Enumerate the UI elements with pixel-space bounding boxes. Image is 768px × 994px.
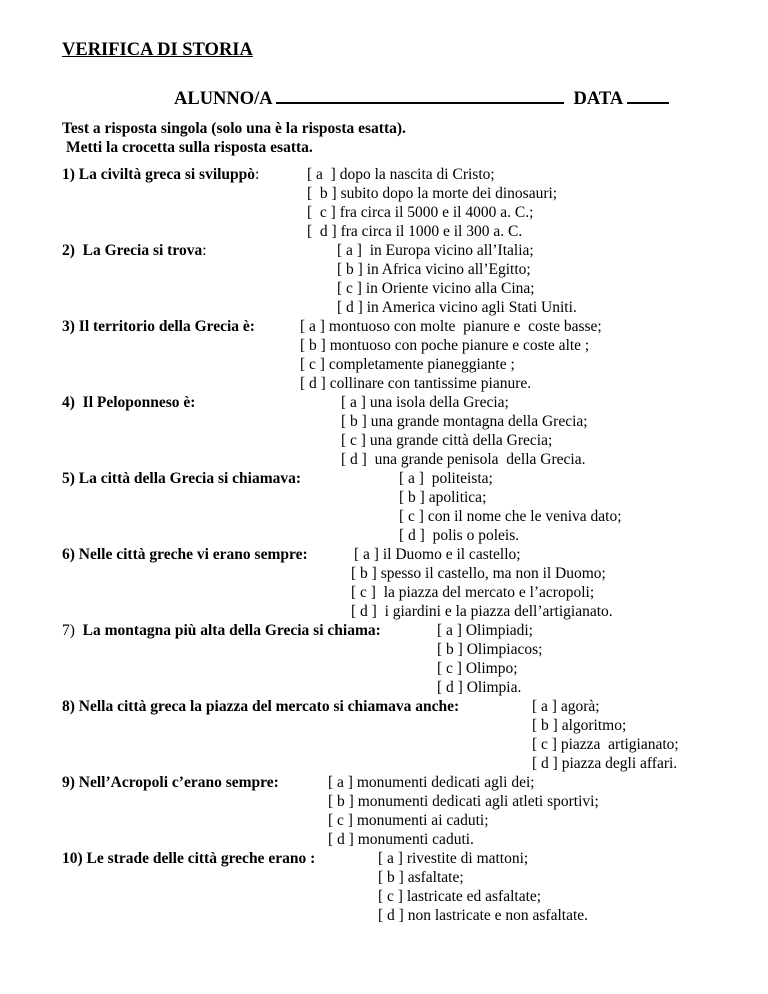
question-6 — [62, 545, 308, 564]
q8-option-c[interactable]: [ c ] piazza artigianato; — [532, 736, 679, 753]
q1-option-d[interactable]: [ d ] fra circa il 1000 e il 300 a. C. — [307, 223, 523, 240]
q3-option-d[interactable]: [ d ] collinare con tantissime pianure. — [300, 375, 532, 392]
question-10 — [62, 849, 315, 868]
question-4 — [62, 393, 195, 412]
q9-option-d[interactable]: [ d ] monumenti caduti. — [328, 831, 474, 848]
question-8-text: 8) Nella città greca la piazza del mercato si chiamava anche: — [62, 698, 460, 715]
question-7: 7) La montagna più alta della Grecia si chiama: — [62, 622, 381, 639]
question-5 — [62, 469, 301, 488]
q2-option-a[interactable]: [ a ] in Europa vicino all’Italia; — [337, 242, 534, 259]
question-5-text: 5) La città della Grecia si chiamava: — [62, 470, 302, 487]
q7-option-b[interactable]: [ b ] Olimpiacos; — [437, 641, 543, 658]
q10-option-b[interactable]: [ b ] asfaltate; — [378, 869, 464, 886]
q3-option-a[interactable]: [ a ] montuoso con molte pianure e coste basse; — [300, 318, 602, 335]
student-label: ALUNNO/A — [174, 89, 272, 109]
q5-option-d[interactable]: [ d ] polis o poleis. — [399, 527, 520, 544]
q9-option-b[interactable]: [ b ] monumenti dedicati agli atleti sportivi; — [328, 793, 599, 810]
question-7-text: La montagna più alta della Grecia si chiama: — [82, 622, 381, 639]
q9-option-c[interactable]: [ c ] monumenti ai caduti; — [328, 812, 489, 829]
q10-option-c[interactable]: [ c ] lastricate ed asfaltate; — [378, 888, 542, 905]
question-6-text: 6) Nelle città greche vi erano sempre: — [62, 546, 308, 563]
question-1: 1) La civiltà greca si sviluppò: — [62, 166, 260, 183]
student-name-blank[interactable] — [276, 86, 564, 104]
question-10-text: 10) Le strade delle città greche erano : — [62, 850, 316, 867]
date-blank[interactable] — [627, 86, 669, 104]
date-label: DATA — [573, 89, 623, 109]
q2-option-d[interactable]: [ d ] in America vicino agli Stati Uniti. — [337, 299, 577, 316]
q6-option-a[interactable]: [ a ] il Duomo e il castello; — [354, 546, 521, 563]
q8-option-d[interactable]: [ d ] piazza degli affari. — [532, 755, 678, 772]
student-date-line — [174, 86, 669, 110]
question-8 — [62, 697, 459, 716]
q1-option-c[interactable]: [ c ] fra circa il 5000 e il 4000 a. C.; — [307, 204, 534, 221]
q9-option-a[interactable]: [ a ] monumenti dedicati agli dei; — [328, 774, 535, 791]
q6-option-d[interactable]: [ d ] i giardini e la piazza dell’artigianato. — [351, 603, 613, 620]
q1-option-b[interactable]: [ b ] subito dopo la morte dei dinosauri; — [307, 185, 558, 202]
q5-option-a[interactable]: [ a ] politeista; — [399, 470, 493, 487]
q7-option-a[interactable]: [ a ] Olimpiadi; — [437, 622, 533, 639]
q3-option-b[interactable]: [ b ] montuoso con poche pianure e coste alte ; — [300, 337, 590, 354]
q4-option-b[interactable]: [ b ] una grande montagna della Grecia; — [341, 413, 588, 430]
question-2-text: 2) La Grecia si trova — [62, 242, 203, 259]
instruction-line-2: Metti la crocetta sulla risposta esatta. — [66, 139, 313, 156]
question-9-text: 9) Nell’Acropoli c’erano sempre: — [62, 774, 279, 791]
q7-option-d[interactable]: [ d ] Olimpia. — [437, 679, 522, 696]
q4-option-a[interactable]: [ a ] una isola della Grecia; — [341, 394, 509, 411]
q2-option-c[interactable]: [ c ] in Oriente vicino alla Cina; — [337, 280, 535, 297]
question-2: 2) La Grecia si trova: — [62, 242, 207, 259]
q2-option-b[interactable]: [ b ] in Africa vicino all’Egitto; — [337, 261, 531, 278]
q6-option-b[interactable]: [ b ] spesso il castello, ma non il Duomo; — [351, 565, 606, 582]
question-3-text: 3) Il territorio della Grecia è: — [62, 318, 255, 335]
q5-option-c[interactable]: [ c ] con il nome che le veniva dato; — [399, 508, 622, 525]
instruction-line-1: Test a risposta singola (solo una è la risposta esatta). — [62, 120, 406, 137]
q3-option-c[interactable]: [ c ] completamente pianeggiante ; — [300, 356, 515, 373]
q8-option-a[interactable]: [ a ] agorà; — [532, 698, 600, 715]
q8-option-b[interactable]: [ b ] algoritmo; — [532, 717, 627, 734]
q10-option-d[interactable]: [ d ] non lastricate e non asfaltate. — [378, 907, 589, 924]
q6-option-c[interactable]: [ c ] la piazza del mercato e l’acropoli; — [351, 584, 595, 601]
question-3 — [62, 317, 255, 336]
q10-option-a[interactable]: [ a ] rivestite di mattoni; — [378, 850, 529, 867]
q4-option-d[interactable]: [ d ] una grande penisola della Grecia. — [341, 451, 586, 468]
question-9 — [62, 773, 279, 792]
page-title: VERIFICA DI STORIA — [62, 40, 253, 60]
q1-option-a[interactable]: [ a ] dopo la nascita di Cristo; — [307, 166, 495, 183]
question-1-text: 1) La civiltà greca si sviluppò — [62, 166, 256, 183]
q7-option-c[interactable]: [ c ] Olimpo; — [437, 660, 518, 677]
q5-option-b[interactable]: [ b ] apolitica; — [399, 489, 487, 506]
q4-option-c[interactable]: [ c ] una grande città della Grecia; — [341, 432, 553, 449]
question-4-text: 4) Il Peloponneso è: — [62, 394, 196, 411]
